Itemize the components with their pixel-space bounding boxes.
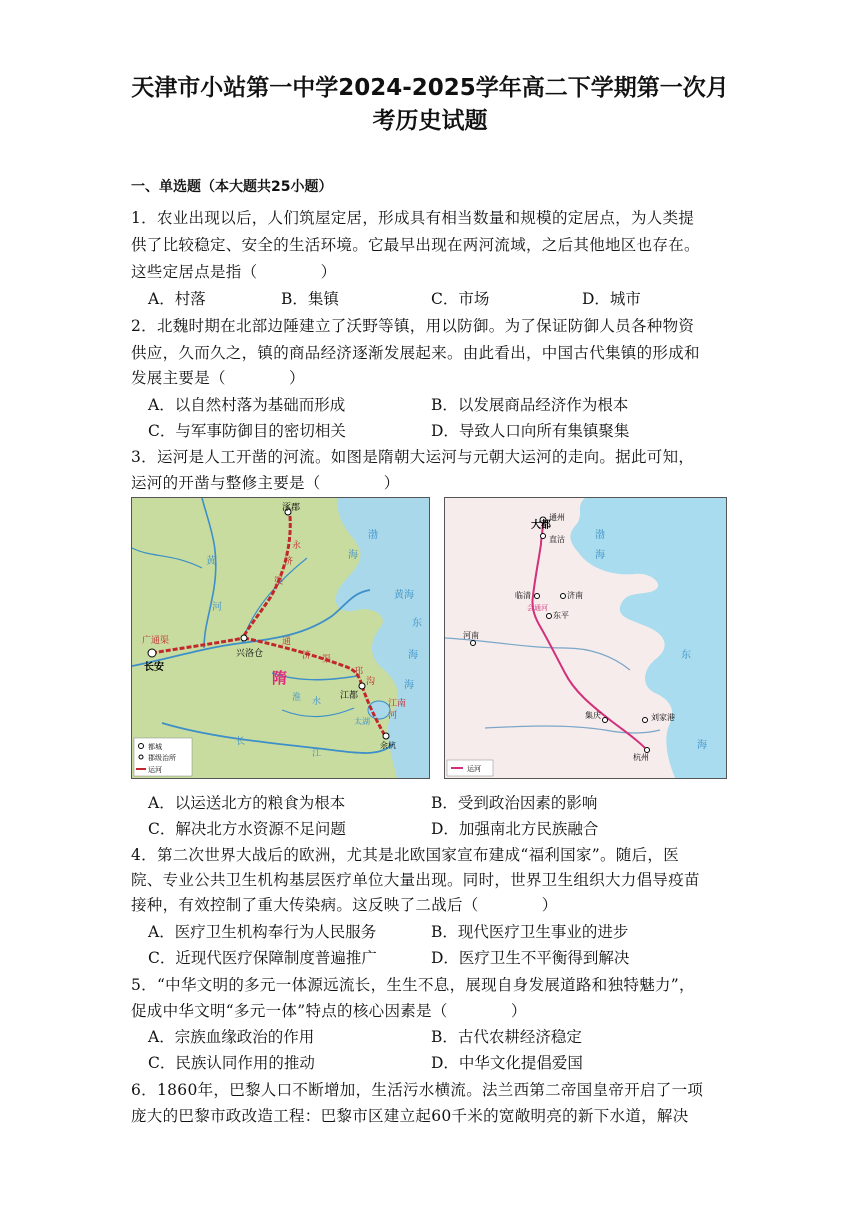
q1-option-b[interactable]: B．集镇: [281, 290, 339, 308]
q3-line-1: 3．运河是人工开凿的河流。如图是隋朝大运河与元朝大运河的走向。据此可知，: [131, 448, 695, 466]
label-huai: 淮: [292, 693, 302, 703]
q6-line-1: 6．1860年，巴黎人口不断增加，生活污水横流。法兰西第二帝国皇帝开启了一项: [131, 1081, 704, 1099]
label-yuan-bo: 渤: [595, 530, 605, 541]
label-dadu: 大都: [531, 520, 551, 531]
label-zhigu: 直沽: [549, 535, 565, 544]
label-xingluocang: 兴洛仓: [236, 649, 264, 659]
label-ji2: 济: [302, 651, 312, 661]
label-jiang: 江: [312, 749, 322, 759]
label-chang: 长: [236, 737, 246, 747]
label-dong: 东: [412, 618, 422, 629]
label-ji: 济: [284, 557, 294, 567]
label-yuan-hai2: 海: [697, 740, 707, 751]
label-jinan: 济南: [567, 591, 583, 600]
label-hangzhou: 杭州: [633, 753, 649, 762]
q2-option-d[interactable]: D．导致人口向所有集镇聚集: [431, 422, 630, 440]
label-yong: 永: [292, 541, 302, 551]
label-jiqing: 集庆: [585, 711, 601, 720]
label-bo: 渤: [368, 530, 378, 541]
section-heading: 一、单选题（本大题共25小题）: [131, 179, 333, 195]
label-linqing: 临清: [515, 591, 531, 600]
title-line-1: 天津市小站第一中学2024-2025学年高二下学期第一次月: [131, 75, 729, 101]
legend-capital: 都城: [148, 743, 162, 751]
q3-option-b[interactable]: B．受到政治因素的影响: [431, 794, 598, 812]
label-dongping: 东平: [553, 611, 569, 620]
q5-line-1: 5．“中华文明的多元一体源远流长，生生不息，展现自身发展道路和独特魅力”，: [131, 976, 695, 994]
title-line-2: 考历史试题: [372, 108, 488, 134]
q5-option-d[interactable]: D．中华文化提倡爱国: [431, 1054, 583, 1072]
q2-option-a[interactable]: A．以自然村落为基础而形成: [148, 396, 346, 414]
label-gou: 沟: [366, 677, 376, 687]
label-yuan-dong: 东: [681, 650, 691, 661]
q5-option-c[interactable]: C．民族认同作用的推动: [148, 1054, 315, 1072]
q4-option-d[interactable]: D．医疗卫生不平衡得到解决: [431, 949, 630, 967]
q1-line-3: 这些定居点是指（ ）: [131, 263, 337, 281]
q3-option-a[interactable]: A．以运送北方的粮食为根本: [148, 794, 346, 812]
label-hai: 海: [348, 550, 358, 561]
label-he2: 河: [388, 711, 398, 721]
label-yuhang: 余杭: [380, 741, 396, 750]
label-guangtong: 广通渠: [142, 636, 170, 646]
q1-line-1: 1．农业出现以后，人们筑屋定居，形成具有相当数量和规模的定居点，为人类提: [131, 209, 695, 227]
document-title: [0, 72, 860, 138]
label-tong: 通: [282, 637, 292, 647]
label-hai2: 海: [408, 650, 418, 661]
q4-line-1: 4．第二次世界大战后的欧洲，尤其是北欧国家宣布建成“福利国家”。随后，医: [131, 846, 680, 864]
label-tongzhou: 通州: [549, 513, 565, 522]
label-huanghai: 黄海: [394, 590, 414, 601]
q4-option-a[interactable]: A．医疗卫生机构奉行为人民服务: [148, 923, 377, 941]
legend-yuan-canal: 运河: [467, 765, 481, 773]
q2-line-3: 发展主要是（ ）: [131, 369, 305, 387]
label-huang: 黄: [206, 556, 216, 567]
label-shui: 水: [312, 697, 322, 707]
label-jiangnan: 江南: [388, 699, 407, 709]
label-changan: 长安: [144, 662, 164, 673]
label-liujiagang: 刘家港: [651, 713, 675, 722]
q5-line-2: 促成中华文明“多元一体”特点的核心因素是（ ）: [131, 1002, 527, 1020]
sui-canal-map: [131, 497, 430, 779]
legend-canal: 运河: [148, 766, 162, 774]
q4-option-c[interactable]: C．近现代医疗保障制度普遍推广: [148, 949, 377, 967]
label-he: 河: [212, 602, 222, 613]
q2-option-c[interactable]: C．与军事防御目的密切相关: [148, 422, 346, 440]
q4-line-2: 院、专业公共卫生机构基层医疗单位大量出现。同时，世界卫生组织大力倡导疫苗: [131, 871, 700, 889]
label-qu: 渠: [274, 577, 284, 587]
q1-option-d[interactable]: D．城市: [582, 290, 641, 308]
q4-line-3: 接种，有效控制了重大传染病。这反映了二战后（ ）: [131, 896, 558, 914]
q6-line-2: 庞大的巴黎市政改造工程：巴黎市区建立起60千米的宽敞明亮的新下水道，解决: [131, 1107, 689, 1125]
q1-option-a[interactable]: A．村落: [148, 290, 206, 308]
q1-option-c[interactable]: C．市场: [431, 290, 490, 308]
legend-prefecture: 郡级治所: [148, 754, 176, 762]
q4-option-b[interactable]: B．现代医疗卫生事业的进步: [431, 923, 629, 941]
q2-line-1: 2．北魏时期在北部边陲建立了沃野等镇，用以防御。为了保证防御人员各种物资: [131, 317, 695, 335]
q3-option-d[interactable]: D．加强南北方民族融合: [431, 820, 599, 838]
label-henan: 河南: [463, 631, 479, 640]
q3-option-c[interactable]: C．解决北方水资源不足问题: [148, 820, 346, 838]
q2-line-2: 供应，久而久之，镇的商品经济逐渐发展起来。由此看出，中国古代集镇的形成和: [131, 344, 700, 362]
label-hai3: 海: [404, 680, 414, 691]
q2-option-b[interactable]: B．以发展商品经济作为根本: [431, 396, 629, 414]
q1-line-2: 供了比较稳定、安全的生活环境。它最早出现在两河流域，之后其他地区也存在。: [131, 236, 700, 254]
q3-line-2: 运河的开凿与整修主要是（ ）: [131, 474, 400, 492]
label-yuan-hai: 海: [595, 550, 605, 561]
label-sui: 隋: [272, 669, 288, 687]
yuan-canal-map: [444, 497, 727, 779]
label-qu2: 渠: [322, 655, 332, 665]
q5-option-a[interactable]: A．宗族血缘政治的作用: [148, 1028, 315, 1046]
label-taihu: 太湖: [354, 717, 370, 726]
q5-option-b[interactable]: B．古代农耕经济稳定: [431, 1028, 582, 1046]
label-han: 邗: [354, 667, 364, 677]
label-jiangdu: 江都: [340, 691, 359, 701]
label-zhuojun: 涿郡: [282, 503, 301, 513]
label-huitong: 会通河: [527, 604, 548, 612]
